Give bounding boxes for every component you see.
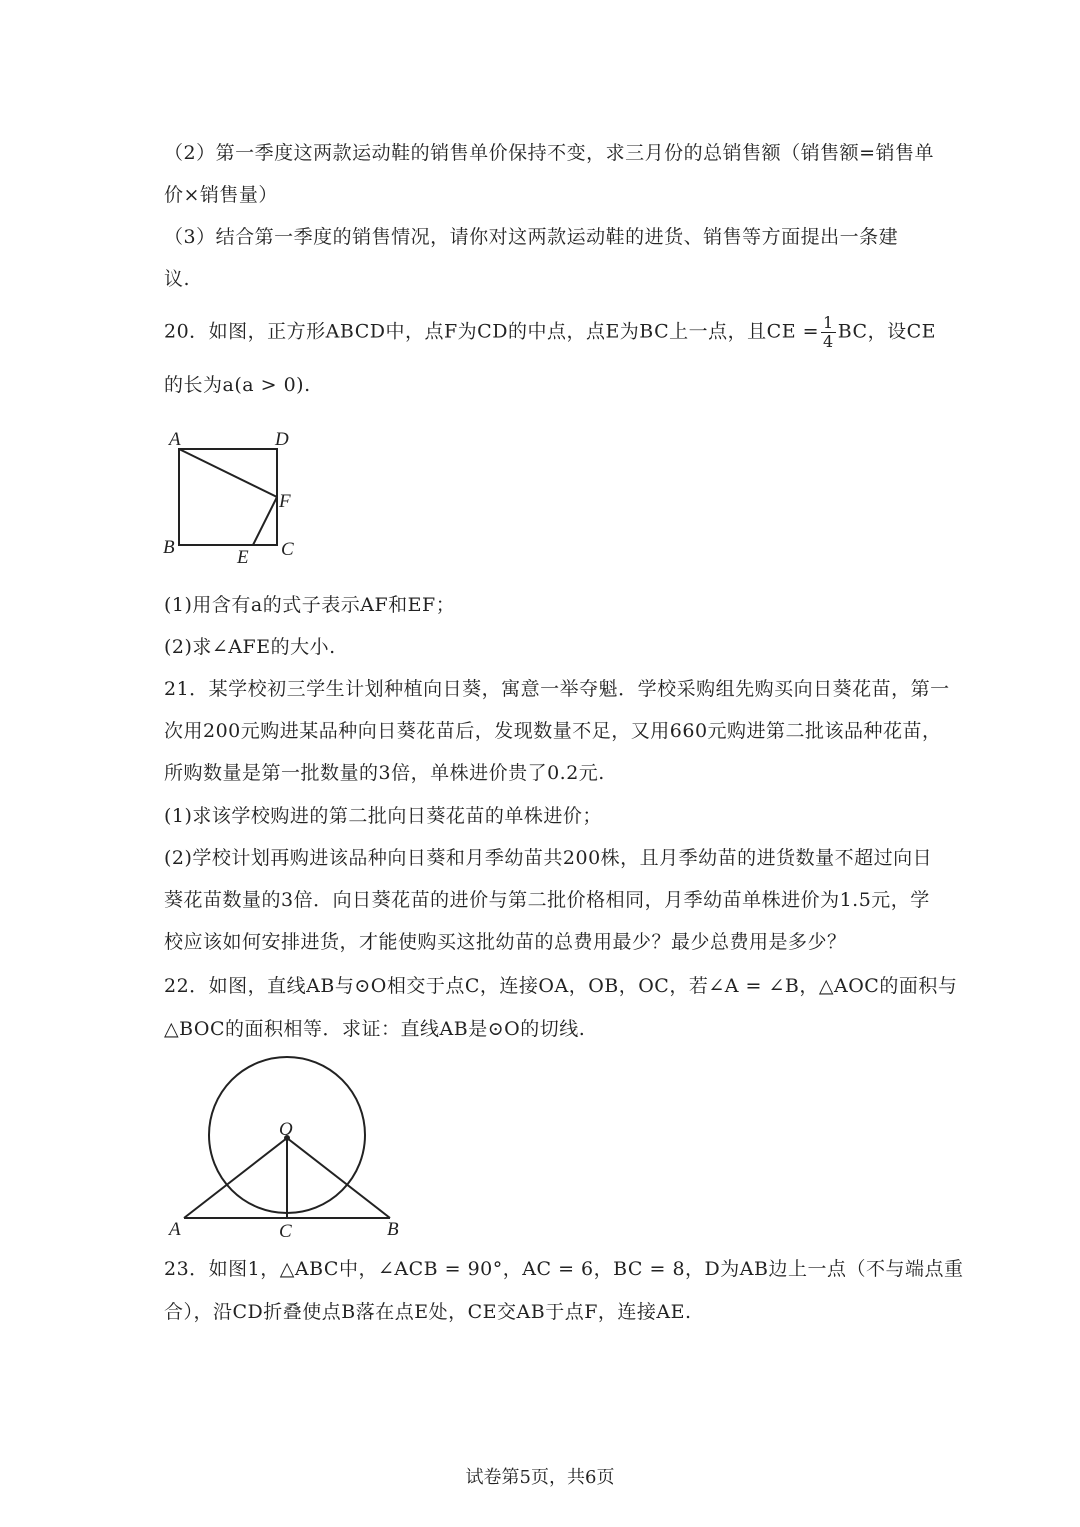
q21-part1: (1)求该学校购进的第二批向日葵花苗的单株进价； [164, 805, 602, 827]
q22-stem-line2: △BOC的面积相等．求证：直线AB是⊙O的切线. [164, 1018, 586, 1040]
label-c: C [279, 1221, 292, 1242]
q23-stem-line2: 合），沿CD折叠使点B落在点E处，CE交AB于点F，连接AE. [164, 1301, 692, 1323]
q21-part2-line2: 葵花苗数量的3倍．向日葵花苗的进价与第二批价格相同，月季幼苗单株进价为1.5元，学 [164, 889, 930, 911]
segment-fe [253, 497, 277, 545]
label-d: D [275, 429, 289, 450]
q21-part2-line1: (2)学校计划再购进该品种向日葵和月季幼苗共200株，且月季幼苗的进货数量不超过向日 [164, 847, 933, 869]
q20-part2: (2)求∠AFE的大小. [164, 636, 336, 658]
label-o: O [279, 1119, 293, 1140]
label-a: A [169, 1219, 181, 1240]
segment-oa [184, 1138, 287, 1218]
q21-stem-line2: 次用200元购进某品种向日葵花苗后，发现数量不足，又用660元购进第二批该品种花苗， [164, 720, 942, 742]
square-abcd [179, 449, 277, 545]
label-b: B [387, 1219, 399, 1240]
q19-part3-line1: （3）结合第一季度的销售情况，请你对这两款运动鞋的进货、销售等方面提出一条建 [164, 226, 899, 248]
label-e: E [237, 547, 249, 568]
fraction-numerator: 1 [823, 313, 834, 332]
q22-circle-figure [160, 1055, 420, 1245]
label-b: B [163, 537, 175, 558]
fraction-one-quarter [821, 314, 836, 351]
label-c: C [281, 539, 294, 560]
q20-stem-line1 [164, 314, 936, 351]
segment-ob [287, 1138, 390, 1218]
q21-part2-line3: 校应该如何安排进货，才能使购买这批幼苗的总费用最少？最少总费用是多少？ [164, 931, 847, 953]
label-f: F [279, 491, 291, 512]
q20-stem-post: BC，设CE [837, 320, 936, 343]
fraction-denominator: 4 [823, 332, 834, 351]
q21-stem-line1: 21．某学校初三学生计划种植向日葵，寓意一举夺魁．学校采购组先购买向日葵花苗，第一 [164, 678, 950, 700]
segment-af [179, 449, 277, 497]
q20-part1: (1)用含有a的式子表示AF和EF； [164, 594, 456, 616]
q20-square-figure [158, 425, 338, 575]
q19-part3-line2: 议. [164, 268, 191, 290]
q20-stem-line2: 的长为a(a > 0). [164, 374, 311, 396]
q19-part2-line1: （2）第一季度这两款运动鞋的销售单价保持不变，求三月份的总销售额（销售额=销售单 [164, 142, 935, 164]
label-a: A [169, 429, 181, 450]
q20-stem-pre: 20．如图，正方形ABCD中，点F为CD的中点，点E为BC上一点，且CE = [164, 320, 820, 343]
q21-stem-line3: 所购数量是第一批数量的3倍，单株进价贵了0.2元. [164, 762, 605, 784]
q19-part2-line2: 价×销售量） [164, 184, 278, 206]
page-footer: 试卷第5页，共6页 [465, 1467, 615, 1488]
q22-stem-line1: 22．如图，直线AB与⊙O相交于点C，连接OA，OB，OC，若∠A = ∠B，△AOC的面积与 [164, 975, 958, 997]
q23-stem-line1: 23．如图1，△ABC中，∠ACB = 90°，AC = 6，BC = 8，D为AB边上一点（不与端点重 [164, 1258, 964, 1280]
